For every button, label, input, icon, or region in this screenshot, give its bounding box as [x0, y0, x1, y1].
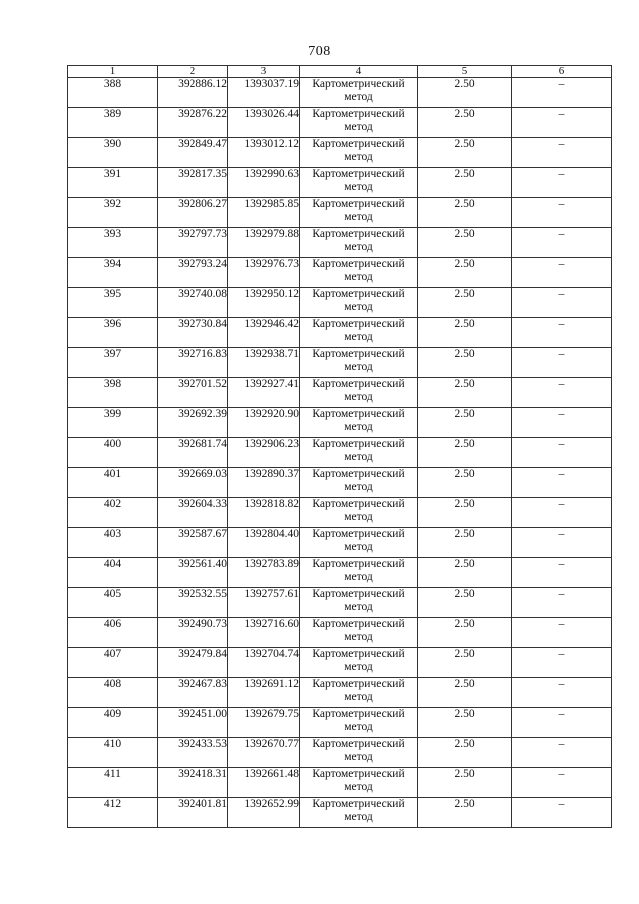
- accuracy-value: 2.50: [418, 438, 512, 468]
- method-line-2: метод: [344, 241, 373, 253]
- method-cell: [300, 528, 418, 558]
- coordinate-y: 1392985.85: [228, 198, 300, 228]
- method-line-2: метод: [344, 301, 373, 313]
- coordinate-x: 392451.00: [158, 708, 228, 738]
- coordinate-x: 392716.83: [158, 348, 228, 378]
- method-line-1: Картометрический: [312, 288, 405, 300]
- accuracy-value: 2.50: [418, 168, 512, 198]
- table-row: [68, 528, 612, 558]
- point-number: 401: [68, 468, 158, 498]
- method-cell: [300, 438, 418, 468]
- accuracy-value: 2.50: [418, 138, 512, 168]
- note-dash: –: [512, 138, 612, 168]
- coordinate-y: 1392906.23: [228, 438, 300, 468]
- note-dash: –: [512, 348, 612, 378]
- method-cell: [300, 108, 418, 138]
- accuracy-value: 2.50: [418, 618, 512, 648]
- table-row: [68, 468, 612, 498]
- point-number: 409: [68, 708, 158, 738]
- method-line-1: Картометрический: [312, 408, 405, 420]
- method-line-1: Картометрический: [312, 708, 405, 720]
- coordinate-y: 1392990.63: [228, 168, 300, 198]
- method-line-2: метод: [344, 511, 373, 523]
- point-number: 405: [68, 588, 158, 618]
- method-line-2: метод: [344, 601, 373, 613]
- table-row: [68, 588, 612, 618]
- note-dash: –: [512, 648, 612, 678]
- coordinate-x: 392806.27: [158, 198, 228, 228]
- point-number: 398: [68, 378, 158, 408]
- table-row: [68, 168, 612, 198]
- method-line-1: Картометрический: [312, 438, 405, 450]
- point-number: 400: [68, 438, 158, 468]
- method-line-1: Картометрический: [312, 468, 405, 480]
- note-dash: –: [512, 558, 612, 588]
- point-number: 410: [68, 738, 158, 768]
- coordinate-y: 1392920.90: [228, 408, 300, 438]
- coordinate-y: 1392890.37: [228, 468, 300, 498]
- accuracy-value: 2.50: [418, 498, 512, 528]
- method-line-1: Картометрический: [312, 498, 405, 510]
- method-line-2: метод: [344, 481, 373, 493]
- coordinate-x: 392793.24: [158, 258, 228, 288]
- method-line-1: Картометрический: [312, 198, 405, 210]
- coordinate-x: 392418.31: [158, 768, 228, 798]
- method-line-1: Картометрический: [312, 738, 405, 750]
- coordinate-x: 392433.53: [158, 738, 228, 768]
- note-dash: –: [512, 468, 612, 498]
- table-header-row: [68, 66, 612, 78]
- coordinate-x: 392817.35: [158, 168, 228, 198]
- accuracy-value: 2.50: [418, 588, 512, 618]
- coordinate-y: 1393037.19: [228, 78, 300, 108]
- point-number: 388: [68, 78, 158, 108]
- method-line-2: метод: [344, 721, 373, 733]
- method-line-1: Картометрический: [312, 318, 405, 330]
- coordinate-x: 392692.39: [158, 408, 228, 438]
- method-cell: [300, 738, 418, 768]
- coordinate-x: 392701.52: [158, 378, 228, 408]
- coordinate-x: 392490.73: [158, 618, 228, 648]
- note-dash: –: [512, 288, 612, 318]
- coordinate-x: 392849.47: [158, 138, 228, 168]
- note-dash: –: [512, 618, 612, 648]
- method-line-1: Картометрический: [312, 168, 405, 180]
- method-line-1: Картометрический: [312, 108, 405, 120]
- note-dash: –: [512, 78, 612, 108]
- coordinate-x: 392669.03: [158, 468, 228, 498]
- method-cell: [300, 798, 418, 828]
- method-line-1: Картометрический: [312, 618, 405, 630]
- accuracy-value: 2.50: [418, 468, 512, 498]
- method-line-1: Картометрический: [312, 678, 405, 690]
- coordinate-x: 392467.83: [158, 678, 228, 708]
- method-cell: [300, 258, 418, 288]
- point-number: 402: [68, 498, 158, 528]
- column-header: 3: [228, 66, 300, 78]
- table-row: [68, 648, 612, 678]
- point-number: 392: [68, 198, 158, 228]
- note-dash: –: [512, 588, 612, 618]
- method-line-2: метод: [344, 361, 373, 373]
- method-cell: [300, 78, 418, 108]
- method-line-2: метод: [344, 91, 373, 103]
- accuracy-value: 2.50: [418, 798, 512, 828]
- method-cell: [300, 768, 418, 798]
- accuracy-value: 2.50: [418, 408, 512, 438]
- method-line-2: метод: [344, 781, 373, 793]
- method-line-2: метод: [344, 661, 373, 673]
- column-header: 6: [512, 66, 612, 78]
- table-row: [68, 618, 612, 648]
- method-line-2: метод: [344, 541, 373, 553]
- method-cell: [300, 678, 418, 708]
- note-dash: –: [512, 798, 612, 828]
- point-number: 393: [68, 228, 158, 258]
- coordinate-y: 1392757.61: [228, 588, 300, 618]
- method-line-2: метод: [344, 691, 373, 703]
- table-row: [68, 198, 612, 228]
- method-cell: [300, 228, 418, 258]
- coordinate-y: 1392976.73: [228, 258, 300, 288]
- point-number: 403: [68, 528, 158, 558]
- accuracy-value: 2.50: [418, 348, 512, 378]
- method-line-1: Картометрический: [312, 138, 405, 150]
- method-line-2: метод: [344, 811, 373, 823]
- point-number: 394: [68, 258, 158, 288]
- method-line-2: метод: [344, 151, 373, 163]
- method-line-2: метод: [344, 271, 373, 283]
- accuracy-value: 2.50: [418, 378, 512, 408]
- column-header: 1: [68, 66, 158, 78]
- accuracy-value: 2.50: [418, 708, 512, 738]
- coordinate-y: 1392804.40: [228, 528, 300, 558]
- point-number: 408: [68, 678, 158, 708]
- method-line-2: метод: [344, 331, 373, 343]
- coordinate-x: 392681.74: [158, 438, 228, 468]
- point-number: 399: [68, 408, 158, 438]
- page-number: 708: [308, 44, 331, 59]
- method-line-2: метод: [344, 751, 373, 763]
- note-dash: –: [512, 708, 612, 738]
- coordinate-y: 1392691.12: [228, 678, 300, 708]
- accuracy-value: 2.50: [418, 318, 512, 348]
- point-number: 412: [68, 798, 158, 828]
- table-row: [68, 438, 612, 468]
- note-dash: –: [512, 258, 612, 288]
- coordinate-y: 1392938.71: [228, 348, 300, 378]
- column-header: 5: [418, 66, 512, 78]
- coordinates-table: [67, 65, 612, 828]
- table-body: [68, 78, 612, 828]
- coordinate-y: 1392652.99: [228, 798, 300, 828]
- note-dash: –: [512, 198, 612, 228]
- method-line-2: метод: [344, 631, 373, 643]
- method-cell: [300, 618, 418, 648]
- method-cell: [300, 558, 418, 588]
- method-line-1: Картометрический: [312, 378, 405, 390]
- method-cell: [300, 318, 418, 348]
- table-row: [68, 708, 612, 738]
- method-line-1: Картометрический: [312, 588, 405, 600]
- point-number: 390: [68, 138, 158, 168]
- method-line-2: метод: [344, 571, 373, 583]
- method-line-2: метод: [344, 181, 373, 193]
- method-cell: [300, 408, 418, 438]
- method-cell: [300, 288, 418, 318]
- coordinate-y: 1393012.12: [228, 138, 300, 168]
- method-line-1: Картометрический: [312, 348, 405, 360]
- table-row: [68, 108, 612, 138]
- coordinate-y: 1392679.75: [228, 708, 300, 738]
- coordinate-y: 1392979.88: [228, 228, 300, 258]
- coordinate-y: 1392818.82: [228, 498, 300, 528]
- method-line-2: метод: [344, 121, 373, 133]
- method-line-1: Картометрический: [312, 228, 405, 240]
- table-row: [68, 348, 612, 378]
- point-number: 404: [68, 558, 158, 588]
- point-number: 407: [68, 648, 158, 678]
- method-line-1: Картометрический: [312, 558, 405, 570]
- method-cell: [300, 498, 418, 528]
- accuracy-value: 2.50: [418, 738, 512, 768]
- method-line-1: Картометрический: [312, 768, 405, 780]
- method-cell: [300, 588, 418, 618]
- table-row: [68, 768, 612, 798]
- coordinate-y: 1392716.60: [228, 618, 300, 648]
- accuracy-value: 2.50: [418, 78, 512, 108]
- method-line-1: Картометрический: [312, 648, 405, 660]
- coordinate-y: 1392946.42: [228, 318, 300, 348]
- point-number: 395: [68, 288, 158, 318]
- coordinate-y: 1393026.44: [228, 108, 300, 138]
- table-row: [68, 138, 612, 168]
- coordinate-x: 392730.84: [158, 318, 228, 348]
- note-dash: –: [512, 408, 612, 438]
- table-row: [68, 408, 612, 438]
- point-number: 391: [68, 168, 158, 198]
- coordinate-x: 392401.81: [158, 798, 228, 828]
- note-dash: –: [512, 738, 612, 768]
- note-dash: –: [512, 498, 612, 528]
- coordinate-x: 392532.55: [158, 588, 228, 618]
- method-cell: [300, 198, 418, 228]
- note-dash: –: [512, 318, 612, 348]
- note-dash: –: [512, 438, 612, 468]
- coordinate-x: 392740.08: [158, 288, 228, 318]
- table-row: [68, 288, 612, 318]
- accuracy-value: 2.50: [418, 228, 512, 258]
- point-number: 397: [68, 348, 158, 378]
- table-row: [68, 678, 612, 708]
- method-line-1: Картометрический: [312, 528, 405, 540]
- accuracy-value: 2.50: [418, 768, 512, 798]
- coordinate-x: 392587.67: [158, 528, 228, 558]
- coordinate-y: 1392783.89: [228, 558, 300, 588]
- table-row: [68, 78, 612, 108]
- accuracy-value: 2.50: [418, 648, 512, 678]
- table-row: [68, 378, 612, 408]
- accuracy-value: 2.50: [418, 198, 512, 228]
- note-dash: –: [512, 678, 612, 708]
- coordinate-x: 392876.22: [158, 108, 228, 138]
- column-header: 2: [158, 66, 228, 78]
- table-row: [68, 558, 612, 588]
- coordinate-x: 392604.33: [158, 498, 228, 528]
- table-row: [68, 798, 612, 828]
- point-number: 389: [68, 108, 158, 138]
- note-dash: –: [512, 768, 612, 798]
- note-dash: –: [512, 378, 612, 408]
- point-number: 396: [68, 318, 158, 348]
- method-cell: [300, 378, 418, 408]
- table-row: [68, 738, 612, 768]
- point-number: 406: [68, 618, 158, 648]
- method-line-1: Картометрический: [312, 798, 405, 810]
- method-cell: [300, 138, 418, 168]
- table-row: [68, 228, 612, 258]
- method-line-2: метод: [344, 211, 373, 223]
- method-line-2: метод: [344, 421, 373, 433]
- coordinate-y: 1392661.48: [228, 768, 300, 798]
- method-cell: [300, 648, 418, 678]
- accuracy-value: 2.50: [418, 558, 512, 588]
- accuracy-value: 2.50: [418, 108, 512, 138]
- accuracy-value: 2.50: [418, 678, 512, 708]
- coordinate-x: 392886.12: [158, 78, 228, 108]
- coordinate-y: 1392670.77: [228, 738, 300, 768]
- note-dash: –: [512, 528, 612, 558]
- method-line-2: метод: [344, 391, 373, 403]
- table-row: [68, 258, 612, 288]
- note-dash: –: [512, 108, 612, 138]
- accuracy-value: 2.50: [418, 288, 512, 318]
- note-dash: –: [512, 168, 612, 198]
- table-row: [68, 318, 612, 348]
- coordinate-x: 392797.73: [158, 228, 228, 258]
- table-row: [68, 498, 612, 528]
- coordinate-y: 1392704.74: [228, 648, 300, 678]
- coordinate-y: 1392950.12: [228, 288, 300, 318]
- note-dash: –: [512, 228, 612, 258]
- method-line-2: метод: [344, 451, 373, 463]
- method-cell: [300, 348, 418, 378]
- column-header: 4: [300, 66, 418, 78]
- coordinate-x: 392479.84: [158, 648, 228, 678]
- method-cell: [300, 468, 418, 498]
- point-number: 411: [68, 768, 158, 798]
- method-line-1: Картометрический: [312, 258, 405, 270]
- method-cell: [300, 168, 418, 198]
- accuracy-value: 2.50: [418, 528, 512, 558]
- coordinate-x: 392561.40: [158, 558, 228, 588]
- accuracy-value: 2.50: [418, 258, 512, 288]
- method-cell: [300, 708, 418, 738]
- method-line-1: Картометрический: [312, 78, 405, 90]
- coordinate-y: 1392927.41: [228, 378, 300, 408]
